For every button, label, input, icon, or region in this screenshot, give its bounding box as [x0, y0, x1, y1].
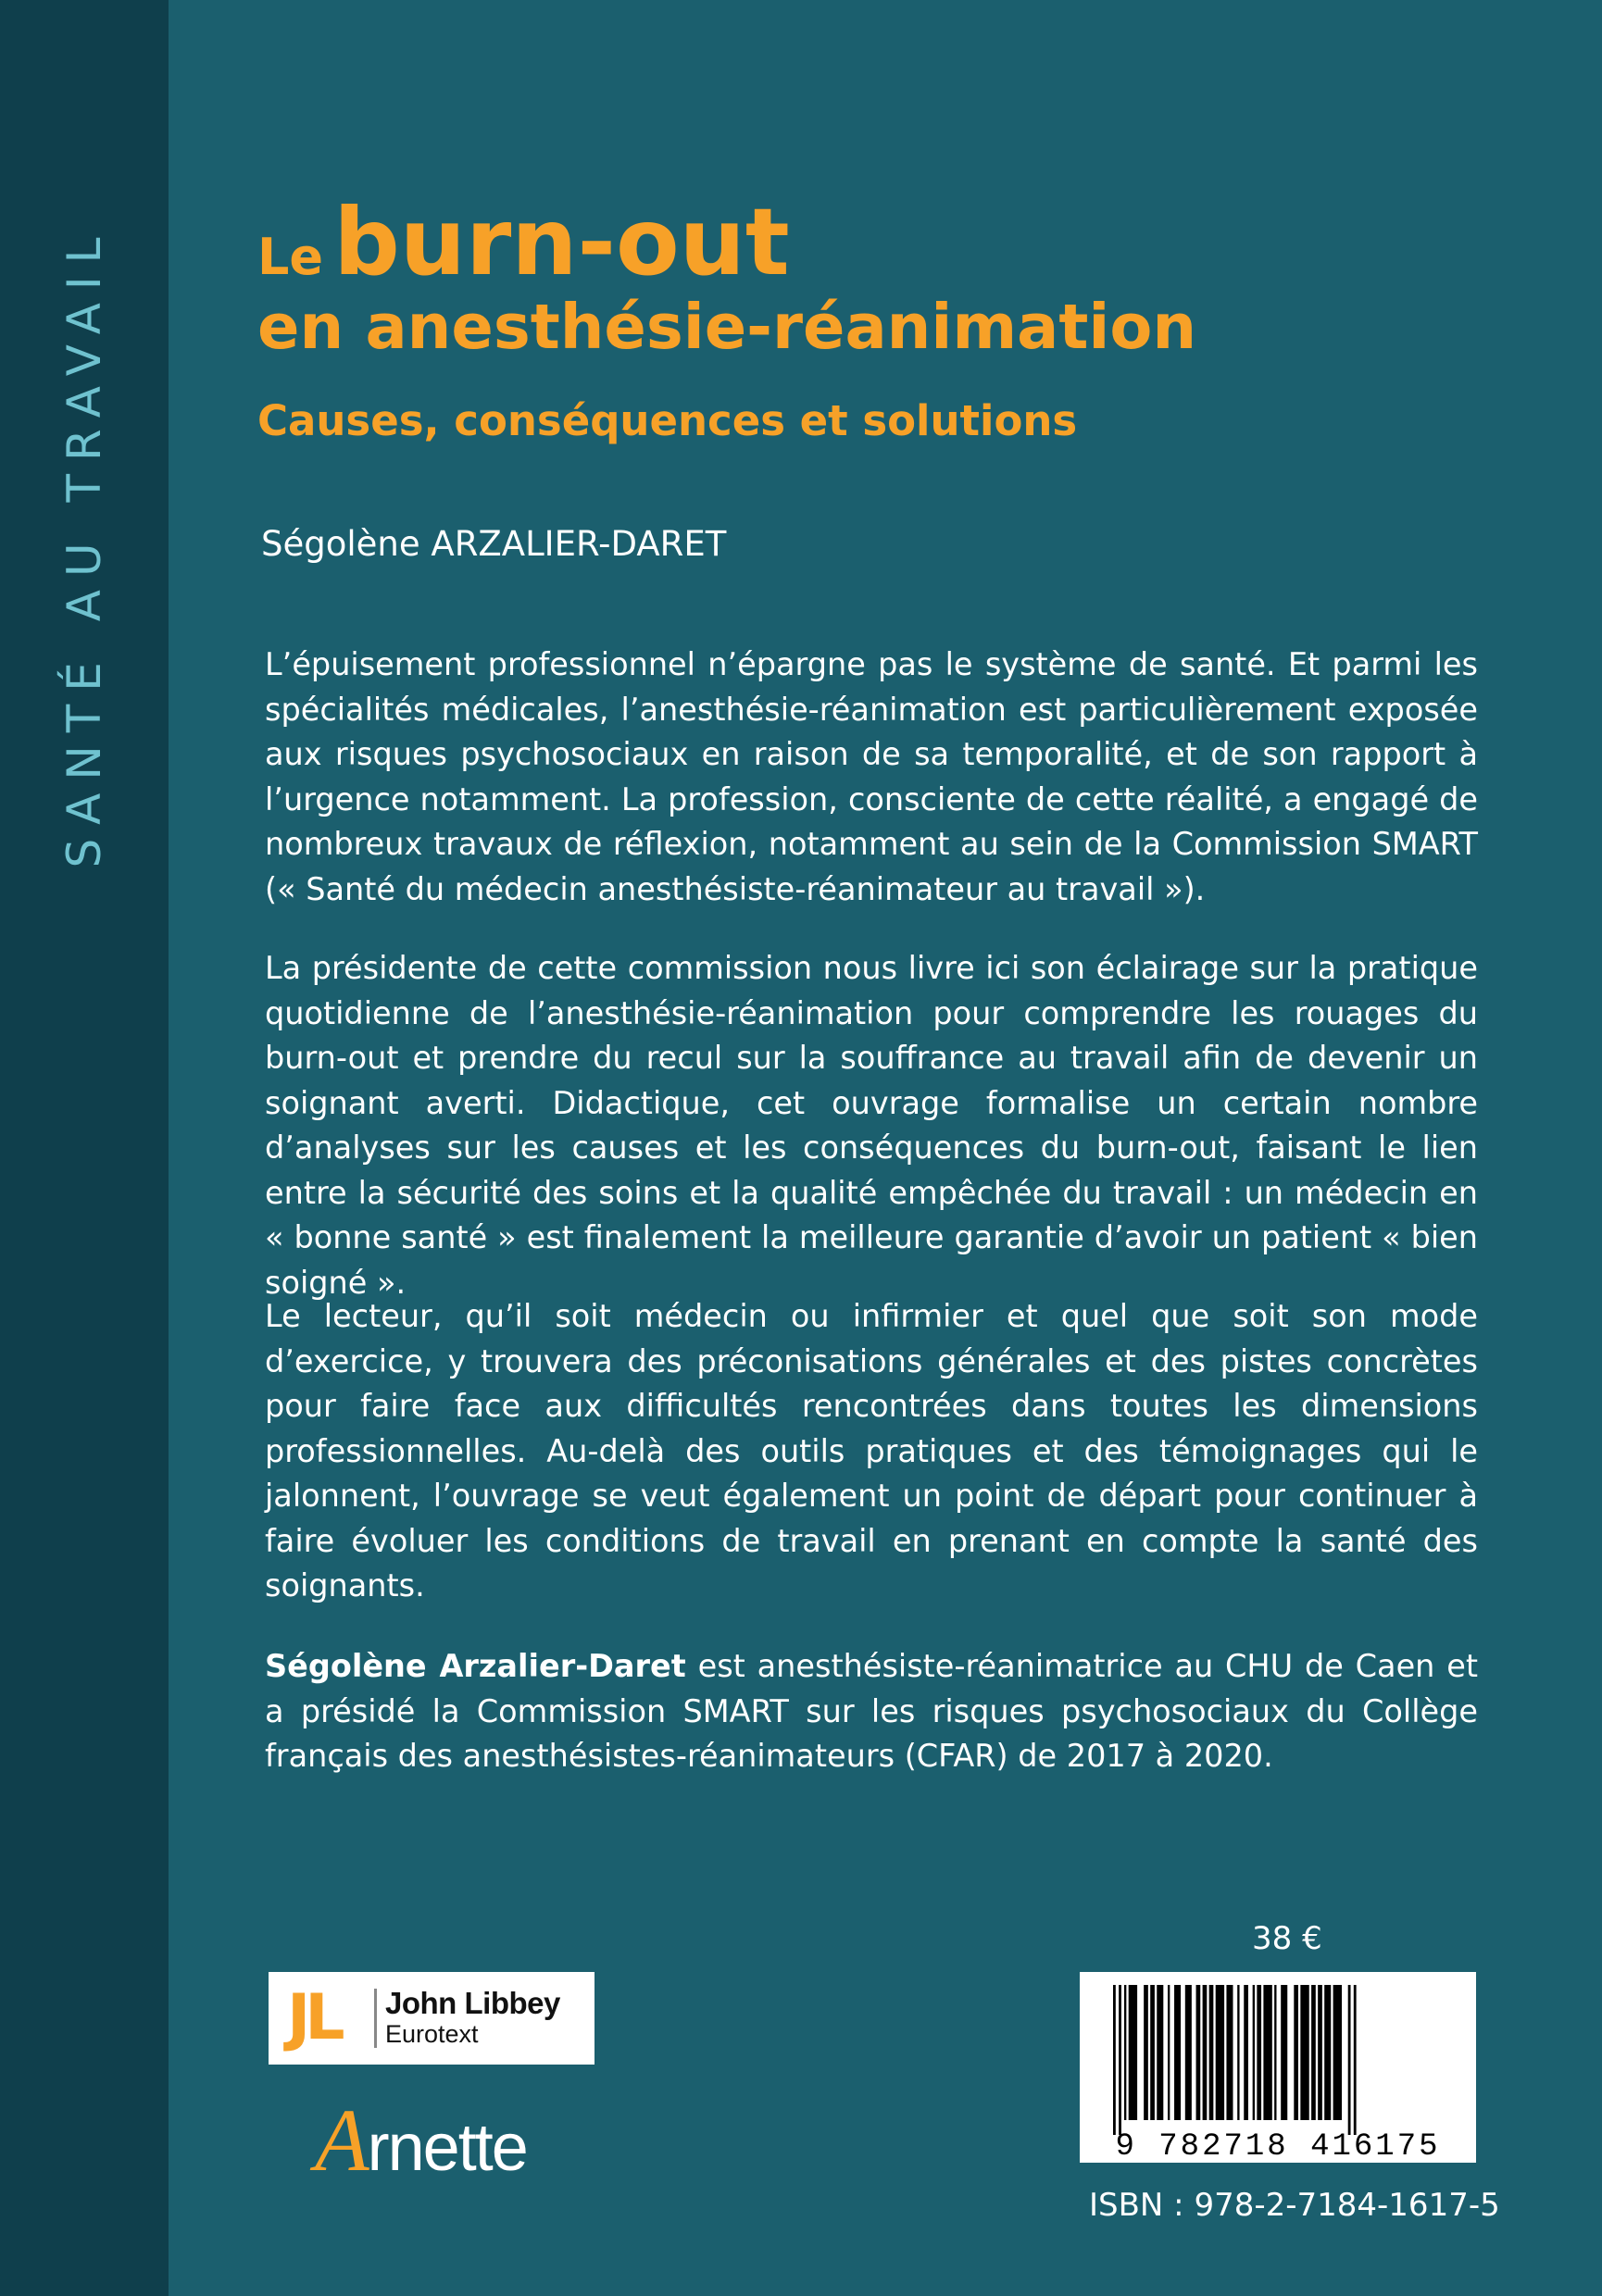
arnette-logo [315, 2090, 527, 2190]
arnette-logo-rest: rnette [367, 2111, 527, 2185]
barcode-bar [1311, 1985, 1316, 2120]
barcode-bar [1226, 1985, 1233, 2120]
jl-logo-mark: JL [287, 1981, 340, 2054]
barcode-guard-bar [1119, 1985, 1121, 2135]
isbn-barcode [1080, 1972, 1476, 2163]
barcode-bar [1263, 1985, 1271, 2120]
jl-logo-divider [374, 1989, 377, 2048]
barcode-bar [1318, 1985, 1322, 2120]
barcode-bar [1253, 1985, 1255, 2120]
barcode-bar [1237, 1985, 1239, 2120]
barcode-bar [1203, 1985, 1208, 2120]
barcode-bar [1300, 1985, 1308, 2120]
summary-paragraph-3: Le lecteur, qu’il soit médecin ou infirmier et quel que soit son mode d’exercice, y trouvera des préconisations générales et des pistes concrètes pour faire face aux difficultés rencontrées dans toutes les dimensions professionnelles. Au-delà des outils pratiques et des témoignages qui le jalonnent, l’ouvrage se veut également un point de départ pour continuer à faire évoluer les conditions de travail en prenant en compte la santé des soignants. [265, 1298, 1478, 1603]
book-subtitle: Causes, conséquences et solutions [257, 396, 1078, 445]
author-name: Ségolène ARZALIER-DARET [261, 524, 727, 564]
barcode-bar [1281, 1985, 1287, 2120]
arnette-logo-initial: A [315, 2090, 368, 2190]
barcode-bar [1150, 1985, 1155, 2120]
barcode-guard-bar [1113, 1985, 1116, 2135]
barcode-bar [1157, 1985, 1163, 2120]
author-bio-name: Ségolène Arzalier-Daret [265, 1648, 686, 1684]
john-libbey-logo [269, 1972, 594, 2065]
barcode-bar [1274, 1985, 1276, 2120]
author-bio-text: est anesthésiste-réanimatrice au CHU de Caen et a présidé la Commission SMART sur les risques psychosociaux du Collège français des anesthésistes-réanimateurs (CFAR) de 2017 à 2020. [265, 1648, 1478, 1774]
barcode-bar [1257, 1985, 1261, 2120]
barcode-bar [1124, 1985, 1126, 2120]
barcode-bar [1144, 1985, 1148, 2120]
series-title: SANTÉ AU TRAVAIL [57, 224, 111, 868]
summary-paragraph-1: L’épuisement professionnel n’épargne pas le système de santé. Et parmi les spécialités médicales, l’anesthésie-réanimation est particulièrement exposée aux risques psychosociaux en raison de sa temporalité, et de son rapport à l’urgence notamment. La profession, consciente de cette réalité, a engagé de nombreux travaux de réflexion, notamment au sein de la Commission SMART (« Santé du médecin anesthésiste-réanimateur au travail »). [265, 646, 1478, 907]
barcode-graphic [1080, 1972, 1476, 2163]
spine-band [0, 0, 169, 2296]
barcode-guard-bar [1348, 1985, 1351, 2135]
book-title-line2: en anesthésie-réanimation [257, 291, 1197, 363]
barcode-bar [1196, 1985, 1201, 2120]
barcode-bar [1333, 1985, 1342, 2120]
author-bio [265, 1644, 1478, 1779]
barcode-bar [1324, 1985, 1331, 2120]
summary-paragraph-2: La présidente de cette commission nous livre ici son éclairage sur la pratique quotidienne de l’anesthésie-réanimation pour comprendre les rouages du burn-out et prendre du recul sur la souffrance au travail afin de devenir un soignant averti. Didactique, cet ouvrage formalise un certain nombre d’analyses sur les causes et les conséquences du burn-out, faisant le lien entre la sécurité des soins et la qualité empêchée du travail : un médecin en « bonne santé » est finalement la meilleure garantie d’avoir un patient « bien soigné ». [265, 950, 1478, 1301]
barcode-digits: 9 782718 416175 [1115, 2129, 1441, 2163]
title-le: Le [257, 228, 324, 286]
jl-logo-name: John Libbey [385, 1986, 560, 2020]
barcode-bar [1185, 1985, 1192, 2120]
barcode-bar [1174, 1985, 1181, 2120]
barcode-guard-bar [1354, 1985, 1357, 2135]
barcode-bar [1209, 1985, 1214, 2120]
barcode-bar [1294, 1985, 1298, 2120]
book-title-line1 [257, 188, 790, 296]
price-label: 38 € [1252, 1920, 1322, 1957]
jl-logo-sub: Eurotext [385, 2020, 479, 2048]
isbn-text: ISBN : 978-2-7184-1617-5 [1089, 2187, 1500, 2224]
barcode-bar [1216, 1985, 1224, 2120]
title-burnout: burn-out [333, 188, 790, 296]
barcode-bar [1244, 1985, 1248, 2120]
barcode-bar [1129, 1985, 1137, 2120]
barcode-bar [1168, 1985, 1170, 2120]
